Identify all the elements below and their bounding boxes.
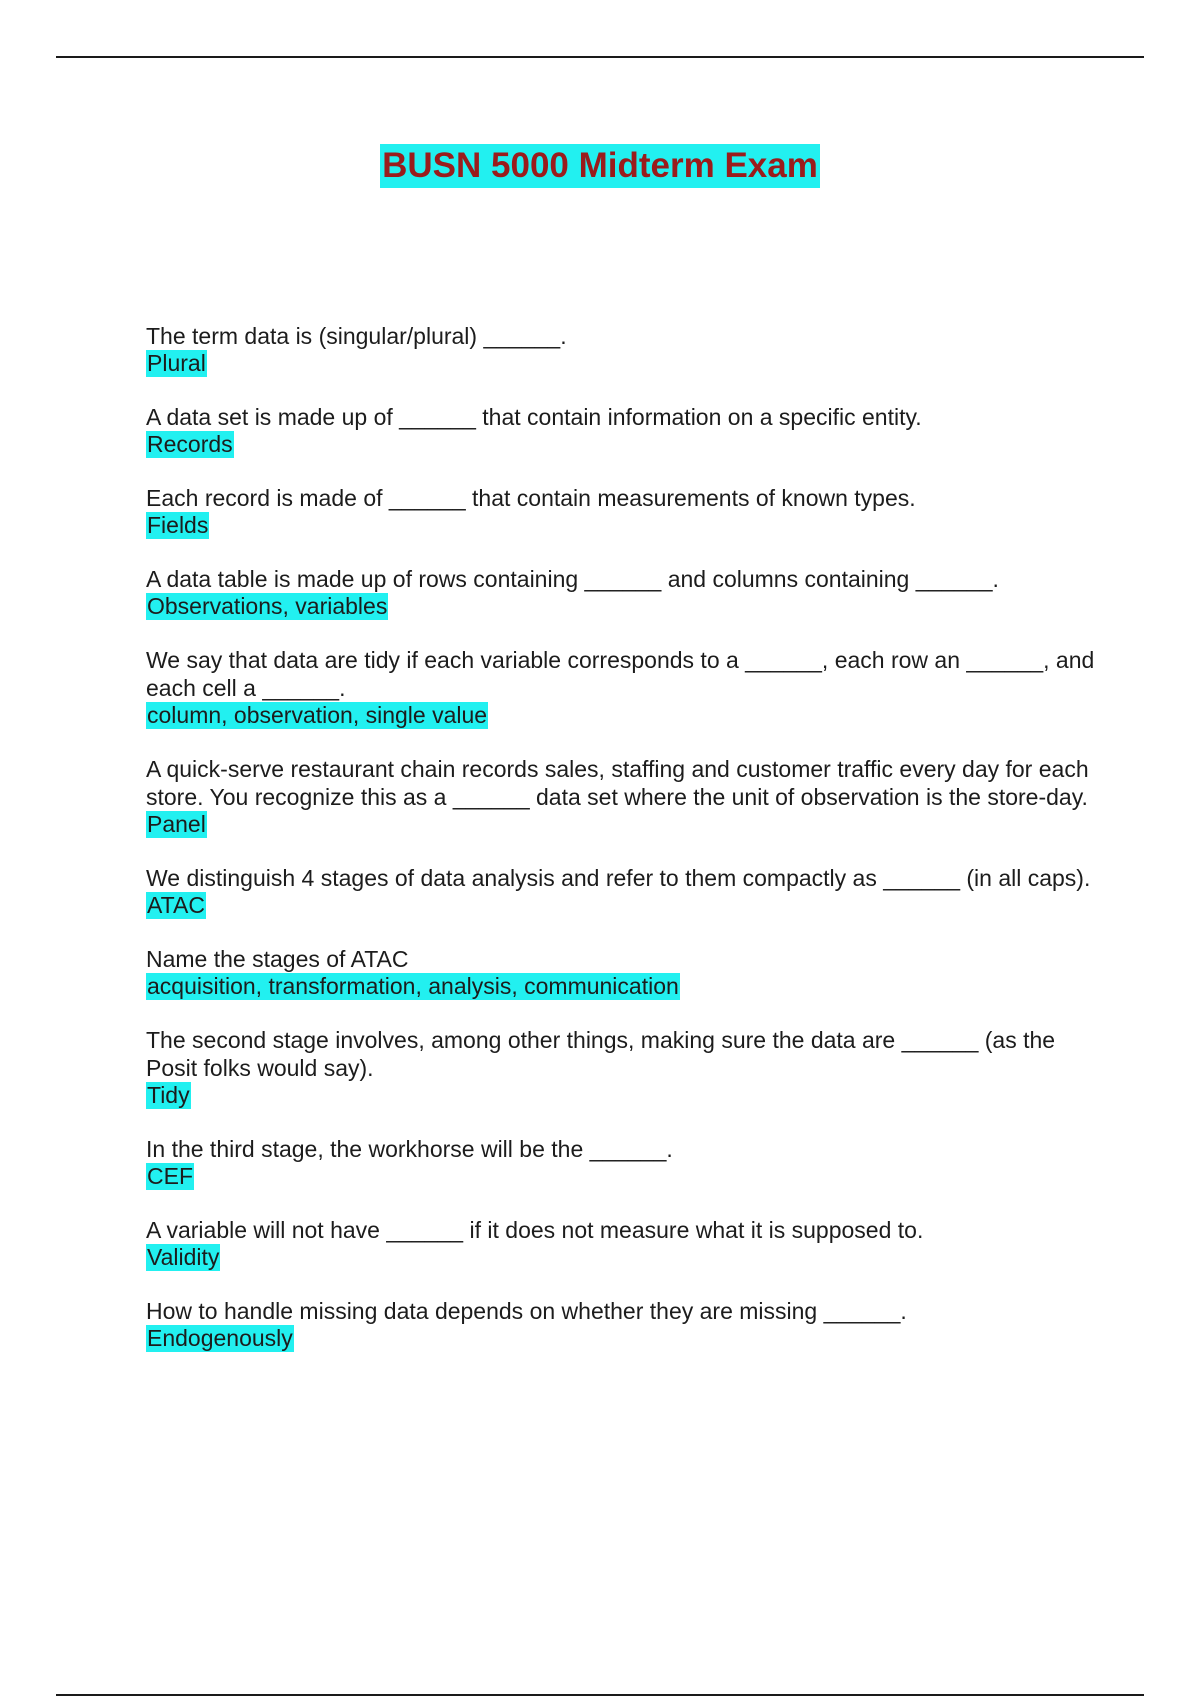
question-text: We say that data are tidy if each variable corresponds to a ______, each row an ______, and each cell a ______.: [146, 647, 1095, 701]
answer-highlight: Plural: [147, 350, 206, 376]
question-text: We distinguish 4 stages of data analysis and refer to them compactly as ______ (in all caps).: [146, 865, 1091, 891]
question-item: [146, 1135, 1106, 1190]
answer-highlight: Observations, variables: [147, 593, 388, 619]
answer-highlight: Endogenously: [147, 1325, 293, 1351]
question-text: Name the stages of ATAC: [146, 946, 409, 972]
bottom-rule: [56, 1694, 1144, 1696]
top-rule: [56, 56, 1144, 58]
question-item: [146, 484, 1106, 539]
question-list: [146, 322, 1106, 1378]
question-text: A data set is made up of ______ that contain information on a specific entity.: [146, 404, 922, 430]
answer-highlight: Fields: [147, 512, 209, 538]
answer-highlight: Validity: [147, 1244, 220, 1270]
question-item: [146, 864, 1106, 919]
answer-highlight: CEF: [147, 1163, 193, 1189]
question-item: [146, 322, 1106, 377]
answer-highlight: ATAC: [147, 892, 205, 918]
question-item: [146, 565, 1106, 620]
question-text: A quick-serve restaurant chain records sales, staffing and customer traffic every day for each store. You recognize this as a ______ data set where the unit of observation is the store-day.: [146, 756, 1089, 810]
document-title: BUSN 5000 Midterm Exam: [380, 144, 820, 188]
question-text: The term data is (singular/plural) ______.: [146, 323, 567, 349]
question-text: The second stage involves, among other things, making sure the data are ______ (as the Posit folks would say).: [146, 1027, 1056, 1081]
question-text: A data table is made up of rows containing ______ and columns containing ______.: [146, 566, 999, 592]
question-text: A variable will not have ______ if it does not measure what it is supposed to.: [146, 1217, 924, 1243]
question-item: [146, 1297, 1106, 1352]
answer-highlight: Panel: [147, 811, 206, 837]
question-item: [146, 403, 1106, 458]
question-text: Each record is made of ______ that contain measurements of known types.: [146, 485, 916, 511]
question-text: In the third stage, the workhorse will be the ______.: [146, 1136, 673, 1162]
question-item: [146, 1026, 1106, 1109]
question-text: How to handle missing data depends on whether they are missing ______.: [146, 1298, 907, 1324]
title-container: [0, 144, 1200, 188]
question-item: [146, 755, 1106, 838]
answer-highlight: Records: [147, 431, 233, 457]
answer-highlight: Tidy: [147, 1082, 190, 1108]
answer-highlight: column, observation, single value: [147, 702, 488, 728]
question-item: [146, 646, 1106, 729]
answer-highlight: acquisition, transformation, analysis, communication: [147, 973, 679, 999]
question-item: [146, 945, 1106, 1000]
question-item: [146, 1216, 1106, 1271]
